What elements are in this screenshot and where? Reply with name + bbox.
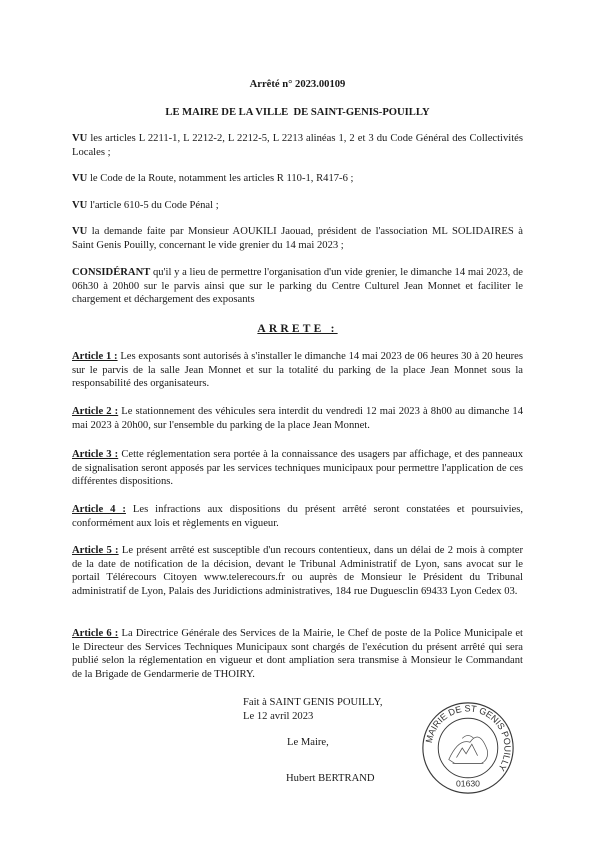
vu-keyword: VU [72, 200, 88, 211]
signature-name: Hubert BERTRAND [286, 773, 375, 784]
seal-ring-text: MAIRIE DE ST GENIS POUILLY [423, 703, 513, 773]
article-label: Article 3 : [72, 449, 119, 460]
article-6 [72, 627, 523, 681]
seal-emblem [449, 736, 488, 764]
article-1 [72, 350, 523, 391]
considerant-text: qu'il y a lieu de permettre l'organisation d'un vide grenier, le dimanche 14 mai 2023, de 06h30 à 20h00 sur le parvis ainsi que sur le parking du Centre Culturel Jean Monnet et faciliter le chargement et déchargement des exposants [72, 267, 523, 305]
vu-keyword: VU [72, 226, 88, 237]
article-label: Article 6 : [72, 628, 119, 639]
article-text: Les exposants sont autorisés à s'installer le dimanche 14 mai 2023 de 06 heures 30 à 20 heures sur le parvis de la salle Jean Monnet et sur la totalité du parking de la place Jean Monnet sous la responsabilité des organisateurs. [72, 351, 523, 389]
signature-date: Le 12 avril 2023 [243, 711, 314, 722]
signature-place: Fait à SAINT GENIS POUILLY, [243, 697, 383, 708]
considerant-clause [72, 266, 523, 307]
vu-text: le Code de la Route, notamment les articles R 110-1, R417-6 ; [87, 173, 354, 184]
vu-clause-2 [72, 172, 523, 186]
vu-keyword: VU [72, 133, 88, 144]
considerant-keyword: CONSIDÉRANT [72, 267, 151, 278]
article-text: La Directrice Générale des Services de la Mairie, le Chef de poste de la Police Municipale et le Directeur des Services Techniques Municipaux sont chargés de l'exécution du présent arrêté qui sera publié selon la réglementation en vigueur et dont ampliation sera transmise à Monsieur le Commandant de la Brigade de Gendarmerie de THOIRY. [72, 628, 524, 680]
article-text: Les infractions aux dispositions du présent arrêté seront constatées et poursuivies, conformément aux lois et règlements en vigueur. [72, 504, 523, 529]
article-text: Le présent arrêté est susceptible d'un recours contentieux, dans un délai de 2 mois à compter de la date de notification de la décision, devant le Tribunal Administratif de Lyon, sans avocat sur le portail Télérecours Citoyen www.telerecours.fr ou auprès de Monsieur le Président du Tribunal administratif de Lyon, Palais des Juridictions administratives, 184 rue Duguesclin 69433 Lyon Cedex 03. [72, 545, 523, 597]
decree-title: Arrêté n° 2023.00109 [249, 79, 346, 90]
vu-clause-1 [72, 132, 523, 159]
arrete-heading: ARRETE : [257, 323, 338, 335]
mairie-seal-stamp [420, 700, 516, 796]
article-label: Article 4 : [72, 504, 126, 515]
signature-role: Le Maire, [287, 737, 329, 748]
svg-text:MAIRIE DE ST GENIS POUILLY [424, 703, 513, 772]
article-text: Cette réglementation sera portée à la connaissance des usagers par affichage, et des panneaux de signalisation seront apposés par les services techniques municipaux pour permettre l'application de ces différentes dispositions. [72, 449, 523, 487]
article-5 [72, 544, 523, 598]
article-label: Article 5 : [72, 545, 119, 556]
vu-clause-3 [72, 199, 523, 213]
article-3 [72, 448, 523, 489]
article-label: Article 2 : [72, 406, 119, 417]
article-4 [72, 503, 523, 530]
vu-text: la demande faite par Monsieur AOUKILI Jaouad, président de l'association ML SOLIDAIRES à Saint Genis Pouilly, concernant le vide grenier du 14 mai 2023 ; [72, 226, 523, 251]
article-2 [72, 405, 523, 432]
seal-postcode: 01630 [456, 778, 480, 789]
article-label: Article 1 : [72, 351, 118, 362]
vu-text: l'article 610-5 du Code Pénal ; [87, 200, 219, 211]
vu-text: les articles L 2211-1, L 2212-2, L 2212-5, L 2213 alinéas 1, 2 et 3 du Code Général des Collectivités Locales ; [72, 133, 523, 158]
article-text: Le stationnement des véhicules sera interdit du vendredi 12 mai 2023 à 8h00 au dimanche 14 mai 2023 à 20h00, sur l'ensemble du parking de la place Jean Monnet. [72, 406, 523, 431]
vu-clause-4 [72, 225, 523, 252]
decree-issuer: LE MAIRE DE LA VILLE DE SAINT-GENIS-POUILLY [165, 107, 430, 118]
vu-keyword: VU [72, 173, 88, 184]
